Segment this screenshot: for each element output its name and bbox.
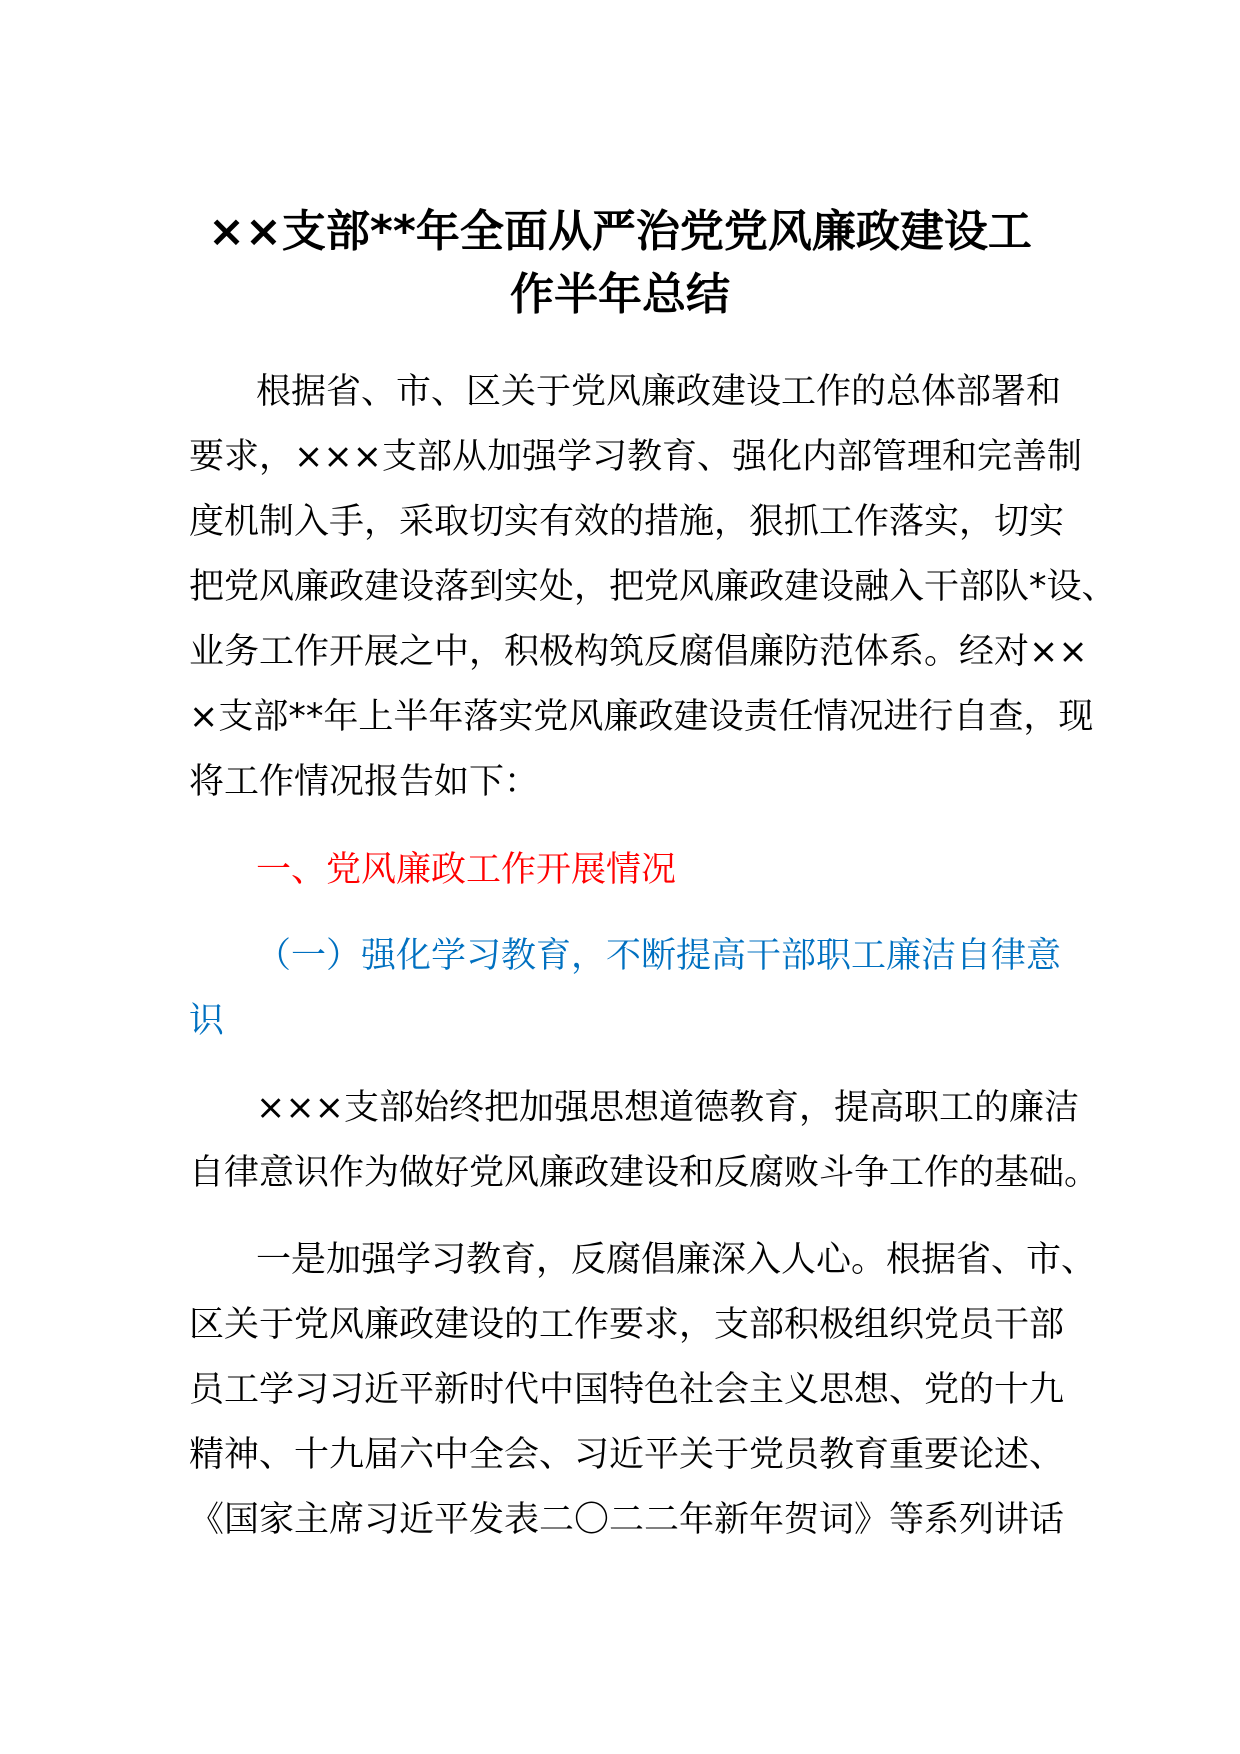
text-line: 要求，×××支部从加强学习教育、强化内部管理和完善制 [189,437,1082,477]
text-line: 业务工作开展之中，积极构筑反腐倡廉防范体系。经对×× [189,632,1088,672]
document-title [150,200,1090,326]
text-line: 精神、十九届六中全会、习近平关于党员教育重要论述、 [189,1435,1065,1475]
text-line: 区关于党风廉政建设的工作要求，支部积极组织党员干部 [189,1305,1065,1345]
text-line: 把党风廉政建设落到实处，把党风廉政建设融入干部队*设、 [189,567,1117,607]
title-line: ××支部**年全面从严治党党风廉政建设工 [208,206,1032,257]
heading-text: 一、党风廉政工作开展情况 [256,850,677,890]
paragraph-3 [189,1228,1097,1553]
text-line: ×支部**年上半年落实党风廉政建设责任情况进行自查，现 [189,697,1094,737]
intro-paragraph [189,360,1117,815]
text-line: 《国家主席习近平发表二〇二二年新年贺词》等系列讲话 [189,1500,1065,1540]
paragraph-2 [189,1076,1100,1206]
subsection-heading-1 [189,924,1062,1054]
text-line: 度机制入手，采取切实有效的措施，狠抓工作落实，切实 [189,502,1065,542]
heading-line: （一）强化学习教育，不断提高干部职工廉洁自律意 [256,936,1062,976]
title-line: 作半年总结 [510,269,730,320]
text-line: 员工学习习近平新时代中国特色社会主义思想、党的十九 [189,1370,1065,1410]
text-line: 将工作情况报告如下： [189,762,540,802]
text-line: 自律意识作为做好党风廉政建设和反腐败斗争工作的基础。 [189,1153,1100,1193]
text-line: 一是加强学习教育，反腐倡廉深入人心。根据省、市、 [256,1240,1097,1280]
text-line: 根据省、市、区关于党风廉政建设工作的总体部署和 [256,372,1062,412]
section-heading-1 [189,838,1056,903]
text-line: ×××支部始终把加强思想道德教育，提高职工的廉洁 [256,1088,1079,1128]
heading-line: 识 [189,1001,225,1041]
